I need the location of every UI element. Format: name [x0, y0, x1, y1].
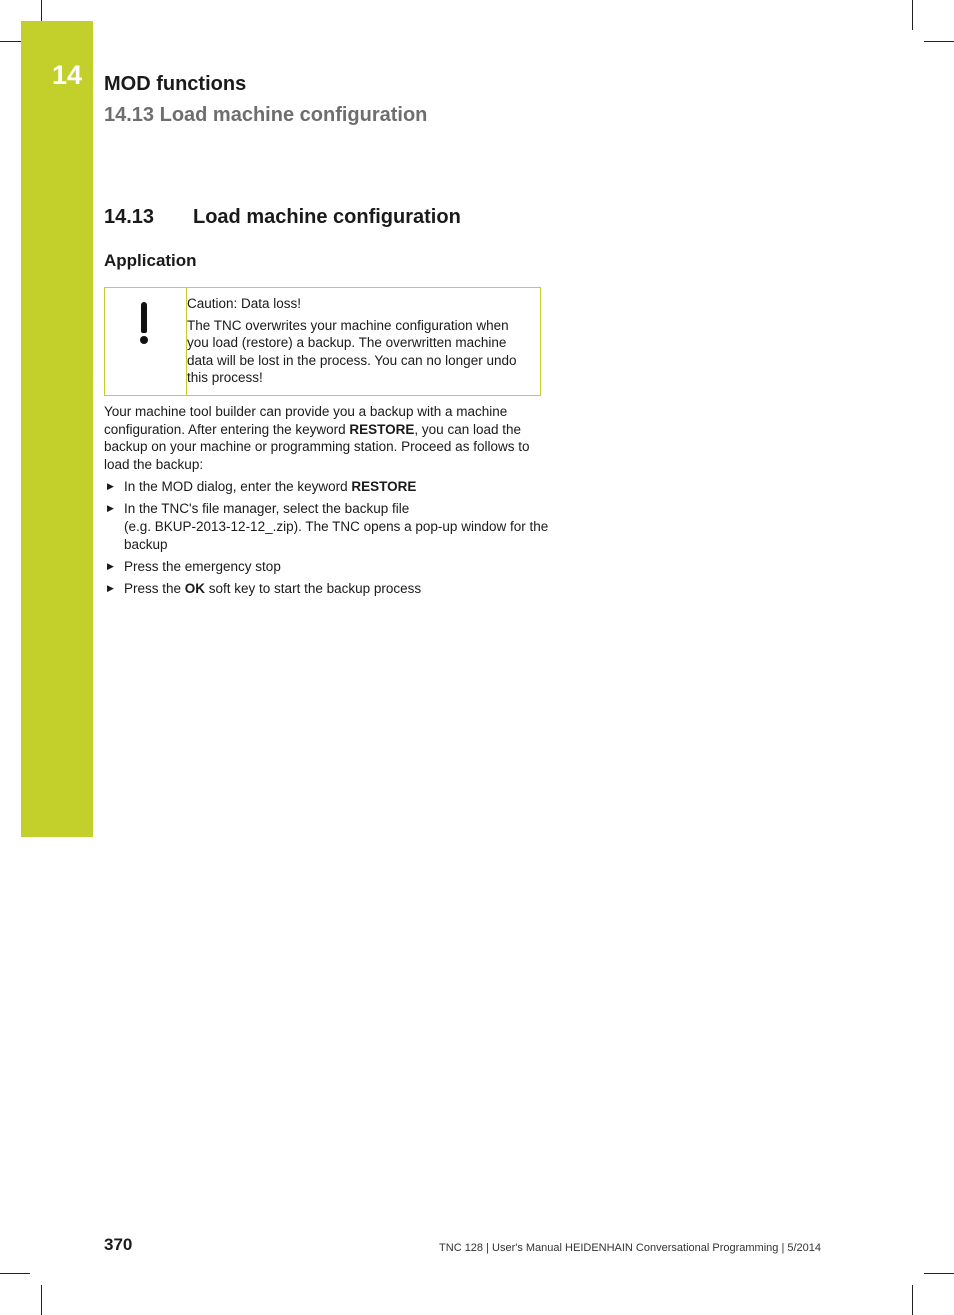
- keyword-restore: RESTORE: [349, 421, 415, 437]
- page-number: 370: [104, 1235, 133, 1254]
- list-item: ▶ Press the emergency stop: [107, 558, 281, 574]
- list-item: ▶ In the MOD dialog, enter the keyword RESTORE: [107, 479, 417, 495]
- keyword-restore: RESTORE: [351, 479, 417, 495]
- caution-note: [104, 287, 541, 396]
- note-content: [187, 295, 532, 391]
- section-title: Load machine configuration: [193, 206, 461, 228]
- running-header-section: 14.13 Load machine configuration: [104, 104, 428, 126]
- crop-mark: [924, 41, 954, 42]
- list-item: ▶ In the TNC's file manager, select the backup file (e.g. BKUP-2013-12-12_.zip). The TNC opens a pop-up window for the backup: [107, 501, 549, 552]
- subheading-application: Application: [104, 251, 197, 270]
- crop-mark: [912, 0, 913, 30]
- triangle-right-icon: ▶: [107, 503, 114, 514]
- triangle-right-icon: ▶: [107, 582, 114, 593]
- section-number: 14.13: [104, 206, 155, 228]
- body-text: [104, 403, 549, 602]
- intro-paragraph: Your machine tool builder can provide you a backup with a machine configuration. After entering the keyword RESTORE, you can load the backup on your machine or programming station. Proceed as follows to load the backup:: [104, 404, 530, 472]
- step-list: [104, 478, 549, 597]
- section-heading: [104, 206, 461, 229]
- crop-mark: [924, 1273, 954, 1274]
- crop-mark: [912, 1285, 913, 1315]
- keyword-ok: OK: [184, 580, 206, 596]
- note-title: Caution: Data loss!: [187, 296, 302, 311]
- exclamation-icon: [136, 302, 152, 344]
- running-header-title: MOD functions: [104, 73, 247, 95]
- triangle-right-icon: ▶: [107, 560, 114, 571]
- chapter-number: 14: [52, 60, 83, 90]
- chapter-band: [21, 21, 93, 837]
- crop-mark: [0, 1273, 30, 1274]
- list-item: ▶ Press the OK soft key to start the backup process: [107, 580, 422, 596]
- triangle-right-icon: ▶: [107, 481, 114, 492]
- footer-text: TNC 128 | User's Manual HEIDENHAIN Conversational Programming | 5/2014: [439, 1242, 821, 1254]
- note-body: The TNC overwrites your machine configuration when you load (restore) a backup. The overwritten machine data will be lost in the process. You can no longer undo this process!: [187, 317, 517, 385]
- crop-mark: [41, 1285, 42, 1315]
